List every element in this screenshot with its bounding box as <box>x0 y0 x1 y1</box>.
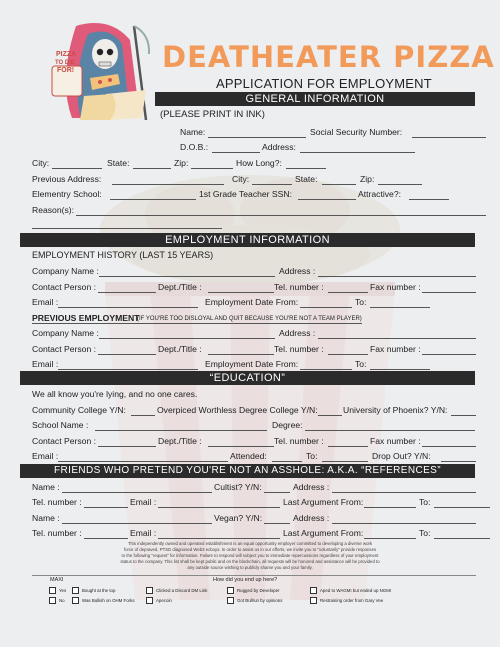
ref-email-label: Email : <box>130 497 157 507</box>
dob-field[interactable] <box>212 152 260 153</box>
fine-print-line: to the following "request" for information. Failure to respond will subject you to immediate repercussions regardless of your employment <box>121 553 379 558</box>
fine-print-line: This independently owned and operated establishment is an equal opportunity employer committed to developing a diverse work <box>127 541 373 546</box>
opt-restraining-checkbox[interactable] <box>310 597 317 604</box>
previous-employment-heading: PREVIOUS EMPLOYMENT <box>32 313 140 323</box>
opt-ohm-checkbox[interactable] <box>72 597 79 604</box>
degree-field[interactable] <box>305 430 475 431</box>
fine-print-line: force of depraved, PTSD diagnosed Web3 ecboys. In order to assist us in our efforts, we invite you to "voluntarily" provide responses <box>123 547 377 552</box>
section-education: “EDUCATION” <box>20 371 475 385</box>
contact-label: Contact Person : <box>32 282 97 292</box>
prev-address-label: Previous Address: <box>32 174 102 184</box>
brand-title: DEATHEATER PIZZA <box>162 40 495 74</box>
emp-address-label: Address : <box>279 266 316 276</box>
fine-print-line: status to the company. This list shall be kept public and on the blockchain, all requests will be honored and assistance will be provided to <box>120 559 380 564</box>
ref-tel-field[interactable] <box>84 507 128 508</box>
opt-discord-checkbox[interactable] <box>146 587 153 594</box>
date-from-label: Employment Date From: <box>205 297 299 307</box>
ref2-tel-label: Tel. number : <box>32 528 82 538</box>
zip-field[interactable] <box>191 168 233 169</box>
edu-tel-label: Tel. number : <box>274 436 324 446</box>
date-to-field[interactable] <box>370 307 430 308</box>
opt-wagmi-label: Aped to WAGMI but ended up NGMI <box>320 588 392 593</box>
how-long-field[interactable] <box>286 168 326 169</box>
prev-company-label: Company Name : <box>32 328 99 338</box>
email-field[interactable] <box>58 307 198 308</box>
prev-email-label: Email : <box>32 359 59 369</box>
opt-rugged-checkbox[interactable] <box>227 587 234 594</box>
ref-address-field[interactable] <box>332 492 476 493</box>
ref-email-field[interactable] <box>158 507 280 508</box>
dept-field[interactable] <box>208 292 274 293</box>
fax-label: Fax number : <box>370 282 421 292</box>
opt-bullrun-label: Got Bullrun by opinions <box>237 598 283 603</box>
state-field[interactable] <box>133 168 171 169</box>
maxi-yes-label: Yes <box>59 588 67 593</box>
opt-wagmi-checkbox[interactable] <box>310 587 317 594</box>
edu-contact-label: Contact Person : <box>32 436 97 446</box>
opt-apecoin-label: Apecoin <box>156 598 172 603</box>
opt-bullrun-checkbox[interactable] <box>227 597 234 604</box>
company-label: Company Name : <box>32 266 99 276</box>
section-general: GENERAL INFORMATION <box>155 92 475 106</box>
ref2-to-label: To: <box>419 528 431 538</box>
city2-label: City: <box>232 174 250 184</box>
tel-field[interactable] <box>328 292 368 293</box>
tel-label: Tel. number : <box>274 282 324 292</box>
section-employment: EMPLOYMENT INFORMATION <box>20 233 475 247</box>
address-label: Address: <box>262 142 296 152</box>
school-label: School Name : <box>32 420 89 430</box>
dropout-label: Drop Out? Y/N: <box>372 451 431 461</box>
edu-email-label: Email : <box>32 451 59 461</box>
city-field[interactable] <box>52 168 102 169</box>
school-field[interactable] <box>95 430 267 431</box>
logo-badge-line2: TO DIE <box>55 60 75 66</box>
ref-tel-label: Tel. number : <box>32 497 82 507</box>
reasons-field[interactable] <box>76 215 486 216</box>
degree-college-field[interactable] <box>318 415 342 416</box>
logo-badge-line3: FOR! <box>57 67 75 74</box>
cc-field[interactable] <box>131 415 155 416</box>
name-label: Name: <box>180 127 206 137</box>
edu-tel-field[interactable] <box>328 446 368 447</box>
ref-name-label: Name : <box>32 482 60 492</box>
ssn-label: Social Security Number: <box>310 127 403 137</box>
prev-fax-label: Fax number : <box>370 344 421 354</box>
opt-bought-top-label: Bought at the top <box>82 588 116 593</box>
state2-label: State: <box>295 174 318 184</box>
ref2-address-field[interactable] <box>332 523 476 524</box>
zip-label: Zip: <box>174 158 189 168</box>
state2-field[interactable] <box>322 184 356 185</box>
fine-print-line: any outside source wishing to publicly shame you and your family. <box>187 565 313 570</box>
legal-fine-print <box>95 541 405 571</box>
prev-dept-label: Dept./Title : <box>158 344 202 354</box>
attractive-label: Attractive?: <box>358 189 401 199</box>
zip2-label: Zip: <box>360 174 375 184</box>
elementary-field[interactable] <box>110 199 196 200</box>
opt-bought-top-checkbox[interactable] <box>72 587 79 594</box>
maxi-yes-checkbox[interactable] <box>49 587 56 594</box>
how-label: How did you end up here? <box>213 577 278 583</box>
emp-address-field[interactable] <box>318 276 476 277</box>
attended-label: Attended: <box>230 451 267 461</box>
contact-field[interactable] <box>98 292 156 293</box>
dob-label: D.O.B.: <box>180 142 209 152</box>
degree-label: Degree: <box>272 420 303 430</box>
ref-to-label: To: <box>419 497 431 507</box>
last-arg2-field[interactable] <box>364 538 416 539</box>
address-field[interactable] <box>300 152 415 153</box>
state-label: State: <box>107 158 130 168</box>
how-long-label: How Long?: <box>236 158 282 168</box>
city-label: City: <box>32 158 50 168</box>
edu-to-field[interactable] <box>322 461 368 462</box>
phoenix-label: University of Phoenix? Y/N: <box>343 405 448 415</box>
vegan-label: Vegan? Y/N: <box>214 513 263 523</box>
edu-fax-field[interactable] <box>422 446 476 447</box>
opt-rugged-label: Rugged by Developer <box>237 588 280 593</box>
ref2-to-field[interactable] <box>434 538 490 539</box>
opt-ohm-label: Was Bullish on OHM Forks <box>82 598 135 603</box>
form-title: APPLICATION FOR EMPLOYMENT <box>216 76 432 91</box>
prev-date-to-field[interactable] <box>370 369 430 370</box>
ref2-email-label: Email : <box>130 528 157 538</box>
city2-field[interactable] <box>252 184 292 185</box>
prev-company-field[interactable] <box>99 338 275 339</box>
prev-tel-label: Tel. number : <box>274 344 324 354</box>
ref2-name-label: Name : <box>32 513 60 523</box>
prev-emp-address-label: Address : <box>279 328 316 338</box>
prev-date-from-field[interactable] <box>300 369 352 370</box>
opt-apecoin-checkbox[interactable] <box>146 597 153 604</box>
maxi-no-label: No <box>59 598 65 603</box>
previous-heading-underline <box>32 323 362 324</box>
date-from-field[interactable] <box>300 307 352 308</box>
cc-label: Community College Y/N: <box>32 405 126 415</box>
prev-fax-field[interactable] <box>422 354 476 355</box>
logo-badge-line1: PIZZA <box>56 51 77 58</box>
previous-employment-note: (IF YOU'RE TOO DISLOYAL AND QUIT BECAUSE YOU'RE NOT A TEAM PLAYER) <box>137 316 362 322</box>
attractive-field[interactable] <box>409 199 449 200</box>
prev-contact-label: Contact Person : <box>32 344 97 354</box>
opt-restraining-label: Restraining order from Gary Vee <box>320 598 384 603</box>
last-arg2-label: Last Argument From: <box>283 528 364 538</box>
prev-dept-field[interactable] <box>208 354 274 355</box>
maxi-no-checkbox[interactable] <box>49 597 56 604</box>
name-field[interactable] <box>208 137 306 138</box>
cultist-field[interactable] <box>264 492 290 493</box>
last-arg-field[interactable] <box>364 507 416 508</box>
edu-dept-field[interactable] <box>208 446 274 447</box>
edu-dept-label: Dept./Title : <box>158 436 202 446</box>
teacher-ssn-field[interactable] <box>298 199 356 200</box>
reasons-label: Reason(s): <box>32 205 75 215</box>
vegan-field[interactable] <box>264 523 290 524</box>
elementary-label: Elementry School: <box>32 189 102 199</box>
degree-college-label: Overpiced Worthless Degree College Y/N: <box>157 405 318 415</box>
phoenix-field[interactable] <box>451 415 476 416</box>
prev-date-from-label: Employment Date From: <box>205 359 299 369</box>
ref2-tel-field[interactable] <box>84 538 128 539</box>
prev-emp-address-field[interactable] <box>318 338 476 339</box>
prev-date-to-label: To: <box>355 359 367 369</box>
edu-contact-field[interactable] <box>98 446 156 447</box>
prev-address-field[interactable] <box>112 184 224 185</box>
edu-fax-label: Fax number : <box>370 436 421 446</box>
fax-field[interactable] <box>422 292 476 293</box>
ref-to-field[interactable] <box>434 507 490 508</box>
section-references: FRIENDS WHO PRETEND YOU'RE NOT AN ASSHOLE: A.K.A. “REFERENCES” <box>20 464 475 478</box>
email-label: Email : <box>32 297 59 307</box>
ref2-name-field[interactable] <box>62 523 212 524</box>
maxi-label: MAXI <box>50 577 64 583</box>
education-note: We all know you're lying, and no one cares. <box>32 389 198 399</box>
attended-field[interactable] <box>272 461 302 462</box>
ref2-address-label: Address : <box>293 513 330 523</box>
edu-to-label: To: <box>306 451 318 461</box>
edu-email-field[interactable] <box>58 461 228 462</box>
company-field[interactable] <box>99 276 275 277</box>
dropout-field[interactable] <box>441 461 476 462</box>
employment-history-heading: EMPLOYMENT HISTORY (LAST 15 YEARS) <box>32 250 214 260</box>
prev-tel-field[interactable] <box>328 354 368 355</box>
dept-label: Dept./Title : <box>158 282 202 292</box>
ssn-field[interactable] <box>412 137 486 138</box>
prev-email-field[interactable] <box>58 369 198 370</box>
opt-discord-label: Clicked a Discord DM Link <box>156 588 208 593</box>
last-arg-label: Last Argument From: <box>283 497 364 507</box>
cultist-label: Cultist? Y/N: <box>214 482 262 492</box>
teacher-ssn-label: 1st Grade Teacher SSN: <box>199 189 292 199</box>
ref2-email-field[interactable] <box>158 538 280 539</box>
ref-address-label: Address : <box>293 482 330 492</box>
reasons-field-2[interactable] <box>32 228 222 229</box>
prev-contact-field[interactable] <box>98 354 156 355</box>
survey-divider <box>32 575 476 576</box>
date-to-label: To: <box>355 297 367 307</box>
zip2-field[interactable] <box>378 184 422 185</box>
ref-name-field[interactable] <box>62 492 212 493</box>
print-instruction: (PLEASE PRINT IN INK) <box>160 109 265 120</box>
